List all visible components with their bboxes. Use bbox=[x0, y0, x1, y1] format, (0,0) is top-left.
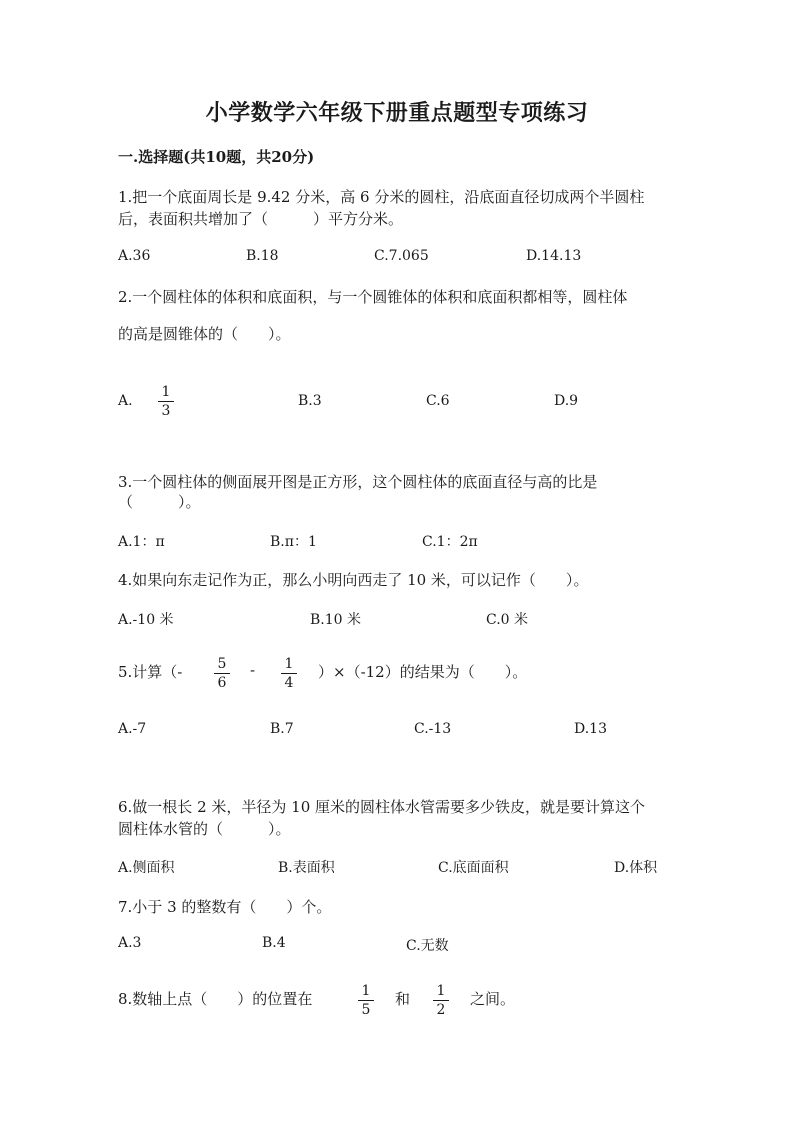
question-6-option-c[interactable]: C.底面面积 bbox=[438, 860, 509, 876]
question-5-option-d[interactable]: D.13 bbox=[574, 721, 607, 737]
fraction-bar bbox=[433, 1000, 449, 1001]
question-7-option-b[interactable]: B.4 bbox=[262, 935, 286, 951]
fraction-numerator: 1 bbox=[436, 983, 446, 999]
question-3-line-2: （ ）。 bbox=[118, 493, 201, 511]
question-6-line-1: 6.做一根长 2 米，半径为 10 厘米的圆柱体水管需要多少铁皮，就是要计算这个 bbox=[118, 798, 646, 816]
question-5-suffix: ）×（-12）的结果为（ ）。 bbox=[318, 663, 528, 681]
question-6-line-2: 圆柱体水管的（ ）。 bbox=[118, 820, 291, 838]
question-5-option-a[interactable]: A.-7 bbox=[118, 721, 147, 737]
fraction-numerator: 1 bbox=[161, 384, 171, 400]
question-5-option-b[interactable]: B.7 bbox=[270, 721, 294, 737]
question-2-option-a[interactable] bbox=[118, 393, 133, 409]
fraction-denominator: 3 bbox=[161, 403, 171, 419]
question-5-prefix: 5.计算（- bbox=[118, 663, 183, 681]
fraction-denominator: 5 bbox=[361, 1002, 371, 1018]
question-8-and: 和 bbox=[395, 990, 411, 1008]
fraction-bar bbox=[358, 1000, 374, 1001]
question-1-option-b[interactable]: B.18 bbox=[246, 248, 279, 264]
question-4-option-a[interactable]: A.-10 米 bbox=[118, 612, 174, 628]
question-1-line-2: 后，表面积共增加了（ ）平方分米。 bbox=[118, 210, 404, 228]
question-5-option-c[interactable]: C.-13 bbox=[414, 721, 452, 737]
question-1-option-a[interactable]: A.36 bbox=[118, 248, 151, 264]
page-title: 小学数学六年级下册重点题型专项练习 bbox=[205, 100, 589, 126]
question-7-option-c[interactable]: C.无数 bbox=[406, 938, 449, 954]
question-2-option-a-fraction bbox=[158, 384, 174, 419]
fraction-denominator: 6 bbox=[217, 675, 227, 691]
question-2-option-a-label: A. bbox=[118, 393, 133, 409]
question-5-minus: - bbox=[250, 661, 256, 679]
fraction-bar bbox=[281, 673, 297, 674]
question-3-option-a[interactable]: A.1：π bbox=[118, 534, 165, 550]
question-8-suffix: 之间。 bbox=[470, 990, 516, 1008]
fraction-bar bbox=[214, 673, 230, 674]
question-4-option-c[interactable]: C.0 米 bbox=[486, 612, 529, 628]
question-1-option-c[interactable]: C.7.065 bbox=[374, 248, 429, 264]
question-8-fraction-2 bbox=[433, 983, 449, 1018]
question-7-option-a[interactable]: A.3 bbox=[118, 935, 142, 951]
question-3-option-c[interactable]: C.1：2π bbox=[422, 534, 478, 550]
question-5-fraction-1 bbox=[214, 656, 230, 691]
section-heading: 一.选择题(共10题，共20分) bbox=[118, 148, 315, 166]
fraction-numerator: 1 bbox=[284, 656, 294, 672]
question-6-option-a[interactable]: A.侧面积 bbox=[118, 860, 175, 876]
question-6-option-d[interactable]: D.体积 bbox=[614, 860, 658, 876]
question-6-option-b[interactable]: B.表面积 bbox=[278, 860, 335, 876]
question-2-option-d[interactable]: D.9 bbox=[554, 393, 579, 409]
question-4-line-1: 4.如果向东走记作为正，那么小明向西走了 10 米，可以记作（ ）。 bbox=[118, 571, 589, 589]
question-1-line-1: 1.把一个底面周长是 9.42 分米，高 6 分米的圆柱，沿底面直径切成两个半圆柱 bbox=[118, 188, 645, 206]
fraction-numerator: 5 bbox=[217, 656, 227, 672]
fraction-denominator: 4 bbox=[284, 675, 294, 691]
question-7-line-1: 7.小于 3 的整数有（ ）个。 bbox=[118, 898, 332, 916]
question-5-fraction-2 bbox=[281, 656, 297, 691]
question-4-option-b[interactable]: B.10 米 bbox=[310, 612, 362, 628]
fraction-denominator: 2 bbox=[436, 1002, 446, 1018]
fraction-numerator: 1 bbox=[361, 983, 371, 999]
question-3-option-b[interactable]: B.π：1 bbox=[270, 534, 317, 550]
question-8-fraction-1 bbox=[358, 983, 374, 1018]
question-8-prefix: 8.数轴上点（ ）的位置在 bbox=[118, 990, 313, 1008]
question-2-line-1: 2.一个圆柱体的体积和底面积，与一个圆锥体的体积和底面积都相等，圆柱体 bbox=[118, 288, 628, 306]
question-2-option-c[interactable]: C.6 bbox=[426, 393, 450, 409]
question-1-option-d[interactable]: D.14.13 bbox=[526, 248, 582, 264]
question-2-line-2: 的高是圆锥体的（ ）。 bbox=[118, 325, 291, 343]
question-3-line-1: 3.一个圆柱体的侧面展开图是正方形，这个圆柱体的底面直径与高的比是 bbox=[118, 473, 598, 491]
fraction-bar bbox=[158, 401, 174, 402]
question-2-option-b[interactable]: B.3 bbox=[298, 393, 322, 409]
